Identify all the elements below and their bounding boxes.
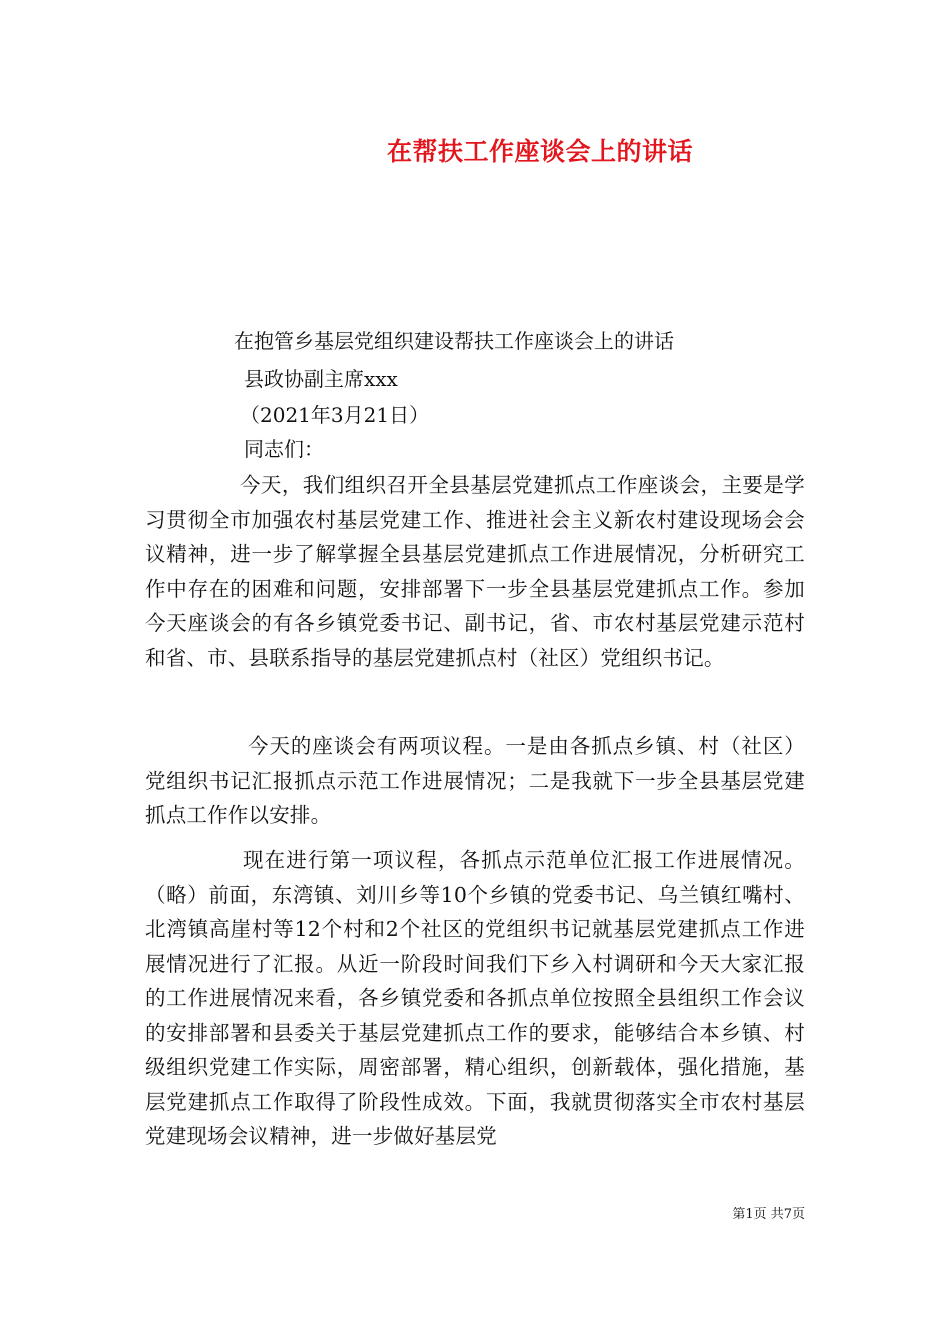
document-title: 在帮扶工作座谈会上的讲话 xyxy=(386,137,693,166)
speech-subtitle: 在抱管乡基层党组织建设帮扶工作座谈会上的讲话 xyxy=(234,329,674,353)
date-line: （2021年3月21日） xyxy=(240,403,430,427)
page-indicator: 第1页 共7页 xyxy=(732,1207,805,1222)
speaker-line: 县政协副主席xxx xyxy=(244,367,398,391)
body-paragraph-1: 今天，我们组织召开全县基层党建抓点工作座谈会，主要是学习贯彻全市加强农村基层党建工作、推进社会主义新农村建设现场会会议精神，进一步了解掌握全县基层党建抓点工作进展情况，分析研究工作中存在的困难和问题，安排部署下一步全县基层党建抓点工作。参加今天座谈会的有各乡镇党委书记、副书记，省、市农村基层党建示范村和省、市、县联系指导的基层党建抓点村（社区）党组织书记。 xyxy=(145,473,805,670)
body-paragraph-3: 现在进行第一项议程，各抓点示范单位汇报工作进展情况。（略）前面，东湾镇、刘川乡等10个乡镇的党委书记、乌兰镇红嘴村、北湾镇高崖村等12个村和2个社区的党组织书记就基层党建抓点工作进展情况进行了汇报。从近一阶段时间我们下乡入村调研和今天大家汇报的工作进展情况来看，各乡镇党委和各抓点单位按照全县组织工作会议的安排部署和县委关于基层党建抓点工作的要求，能够结合本乡镇、村级组织党建工作实际，周密部署，精心组织，创新载体，强化措施，基层党建抓点工作取得了阶段性成效。下面，我就贯彻落实全市农村基层党建现场会议精神，进一步做好基层党 xyxy=(145,848,805,1148)
body-paragraph-2: 今天的座谈会有两项议程。一是由各抓点乡镇、村（社区）党组织书记汇报抓点示范工作进展情况；二是我就下一步全县基层党建抓点工作作以安排。 xyxy=(145,734,805,827)
salutation: 同志们： xyxy=(244,437,324,461)
